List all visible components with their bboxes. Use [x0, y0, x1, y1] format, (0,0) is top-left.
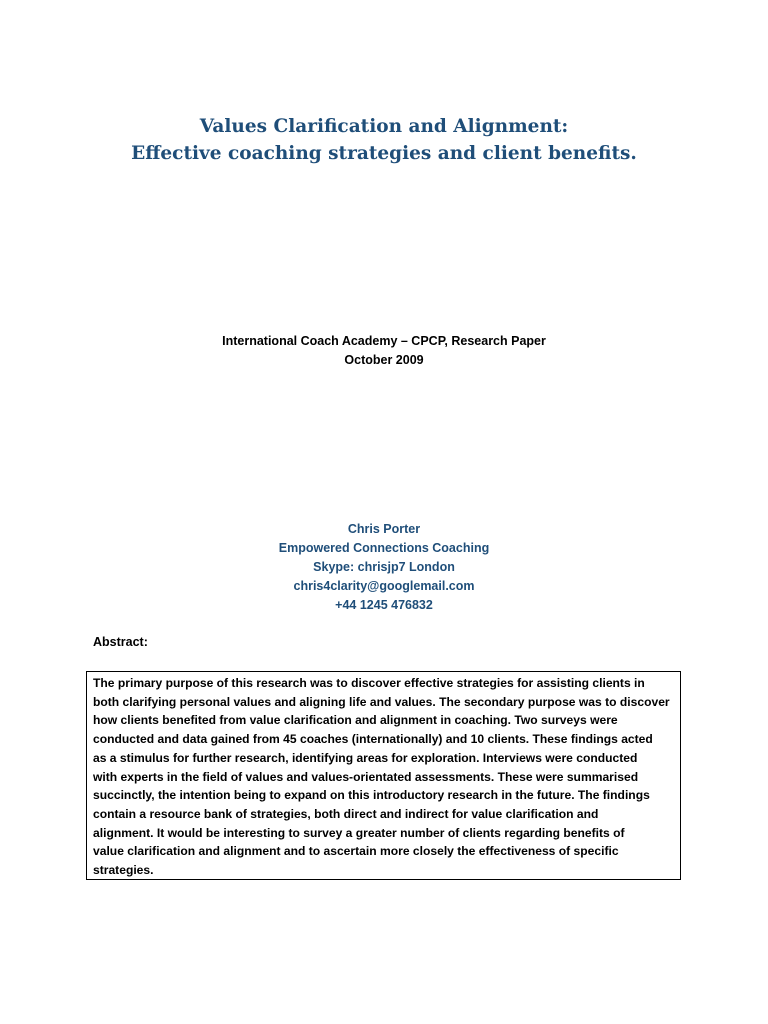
abstract-line: as a stimulus for further research, identifying areas for exploration. Interviews were conducted: [93, 750, 638, 765]
title-line-1: Values Clarification and Alignment:: [199, 116, 569, 137]
publication-date: October 2009: [344, 353, 424, 367]
title-line-2: Effective coaching strategies and client benefits.: [131, 143, 637, 164]
abstract-line: succinctly, the intention being to expand on this introductory research in the future. The findings: [93, 788, 650, 803]
abstract-label: Abstract:: [93, 635, 148, 649]
affiliation-line: International Coach Academy – CPCP, Research Paper: [222, 334, 546, 348]
author-email: chris4clarity@googlemail.com: [293, 579, 475, 593]
author-company: Empowered Connections Coaching: [278, 541, 490, 555]
author-block: [0, 520, 768, 615]
document-title: [0, 113, 768, 167]
abstract-line: value clarification and alignment and to ascertain more closely the effectiveness of specific: [93, 844, 619, 859]
abstract-box: [86, 671, 681, 880]
abstract-line: how clients benefited from value clarification and alignment in coaching. Two surveys were: [93, 713, 618, 728]
abstract-line: strategies.: [93, 863, 154, 878]
abstract-line: The primary purpose of this research was to discover effective strategies for assisting clients in: [93, 676, 645, 690]
abstract-line: both clarifying personal values and aligning life and values. The secondary purpose was to discover: [93, 694, 670, 709]
author-name: Chris Porter: [347, 522, 421, 536]
author-skype: Skype: chrisjp7 London: [313, 560, 455, 574]
abstract-line: conducted and data gained from 45 coaches (internationally) and 10 clients. These findings acted: [93, 732, 653, 747]
author-phone: +44 1245 476832: [335, 598, 433, 612]
abstract-line: contain a resource bank of strategies, both direct and indirect for value clarification and: [93, 806, 599, 821]
affiliation-block: [0, 332, 768, 370]
abstract-line: alignment. It would be interesting to survey a greater number of clients regarding benefits of: [93, 825, 625, 840]
abstract-line: with experts in the field of values and values-orientated assessments. These were summarised: [93, 769, 639, 784]
